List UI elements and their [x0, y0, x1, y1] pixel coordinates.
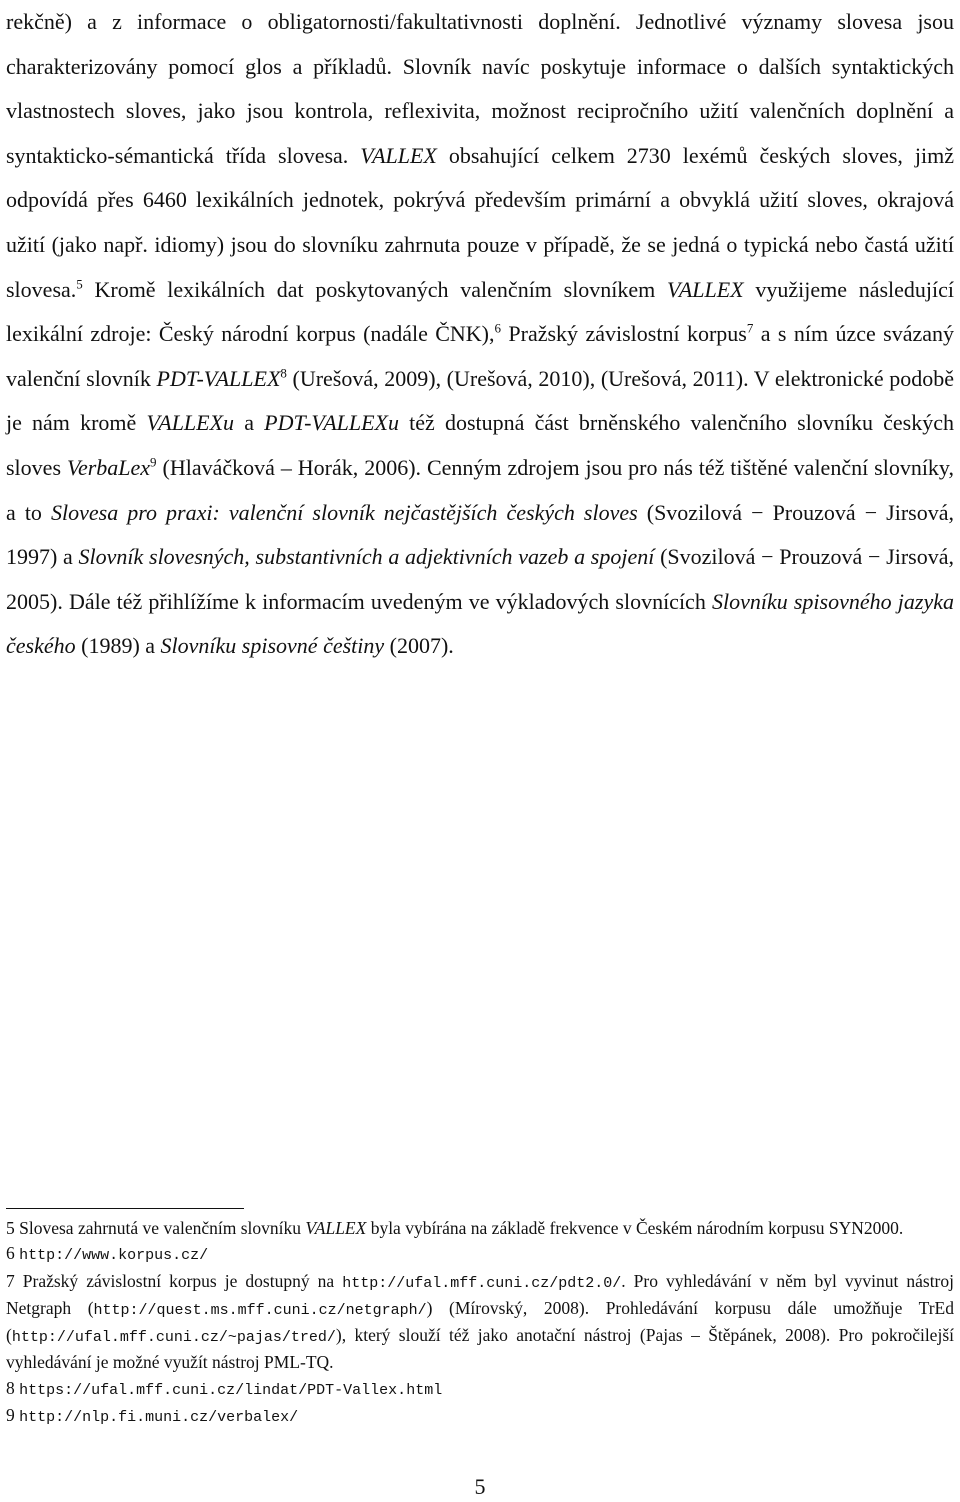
- footnote-ref[interactable]: 8: [280, 365, 287, 381]
- footnote-link[interactable]: https://ufal.mff.cuni.cz/lindat/PDT-Vallex.html: [19, 1381, 443, 1399]
- footnote-6: [6, 1241, 954, 1268]
- footnote-5: [6, 1216, 954, 1241]
- italic-run: Slovníku spisovného jazyka českého: [6, 588, 954, 659]
- italic-run: VerbaLex: [66, 454, 151, 480]
- footnote-separator: [6, 1208, 244, 1209]
- italic-run: Slovesa pro praxi: valenční slovník nejčastějších českých sloves: [50, 499, 638, 525]
- footnote-link[interactable]: http://www.korpus.cz/: [19, 1247, 209, 1265]
- text-run: Slovesa zahrnutá ve valenčním slovníku: [14, 1218, 306, 1238]
- text-run: (1989) a: [75, 633, 161, 659]
- text-run: (Urešová, 2009), (Urešová, 2010), (Urešová, 2011). V elektronické podobě je nám kromě: [6, 365, 954, 436]
- text-run: obsahující celkem 2730 lexémů českých sloves, jimž odpovídá přes 6460 lexikálních jednotek, pokrývá především primární a obvyklá užití sloves, okrajová užití (jako např. idiomy) jsou do slovníku zahrnuta pouze v případě, že se jedná o typická nebo častá užití slovesa.: [6, 142, 954, 302]
- footnote-ref[interactable]: 7: [746, 320, 754, 336]
- italic-run: VALLEX: [305, 1218, 367, 1238]
- footnote-link[interactable]: http://ufal.mff.cuni.cz/~pajas/tred/: [11, 1329, 336, 1347]
- text-run: využijeme následující lexikální zdroje: Český národní korpus (nadále ČNK),: [6, 276, 955, 347]
- footnote-9: [6, 1403, 954, 1430]
- footnote-link[interactable]: http://ufal.mff.cuni.cz/pdt2.0/: [342, 1274, 622, 1292]
- page-number: 5: [474, 1474, 486, 1499]
- text-run: Kromě lexikálních dat poskytovaných valenčním slovníkem: [82, 276, 668, 302]
- italic-run: VALLEX: [667, 276, 744, 302]
- text-run: (Hlaváčková – Horák, 2006). Cenným zdrojem jsou pro nás též tištěné valenční slovníky, a to: [6, 454, 955, 525]
- text-run: byla vybírána na základě frekvence v Českém národním korpusu SYN2000.: [366, 1218, 904, 1238]
- italic-run: VALLEX: [360, 142, 437, 168]
- footnote-7: [6, 1269, 954, 1376]
- text-run: (Svozilová − Prouzová − Jirsová, 2005). Dále též přihlížíme k informacím uvedeným ve výkladových slovnících: [6, 544, 954, 614]
- footnote-link[interactable]: http://quest.ms.mff.cuni.cz/netgraph/: [93, 1301, 427, 1319]
- footnote-ref[interactable]: 5: [76, 276, 83, 292]
- footnote-link[interactable]: http://nlp.fi.muni.cz/verbalex/: [19, 1409, 299, 1427]
- text-run: též dostupná část brněnského valenčního slovníku českých sloves: [6, 410, 954, 480]
- text-run: rekčně) a z informace o obligatornosti/fakultativnosti doplnění. Jednotlivé významy slovesa jsou charakterizovány pomocí glos a příkladů. Slovník navíc poskytuje informace o dalších syntaktických vlastnostech sloves, jako jsou kontrola, reflexivita, možnost recipročního užití valenčních doplnění a syntakticko-sémantická třída slovesa.: [6, 9, 954, 168]
- footnote-number: 9: [6, 1405, 15, 1426]
- text-run: (2007).: [384, 633, 454, 659]
- footnote-number: 7: [6, 1270, 15, 1291]
- text-run: a: [234, 410, 265, 436]
- body-paragraph: [6, 0, 954, 669]
- footnote-ref[interactable]: 9: [150, 454, 157, 470]
- italic-run: PDT-VALLEX: [156, 365, 281, 391]
- text-run: . Pro vyhledávání v něm byl vyvinut nástroj Netgraph (: [6, 1270, 955, 1318]
- text-run: ), který slouží též jako anotační nástroj (Pajas – Štěpánek, 2008). Pro pokročilejší vyhledávání je možné využít nástroj PML-TQ.: [6, 1325, 954, 1373]
- text-run: ) (Mírovský, 2008). Prohledávání korpusu dále umožňuje TrEd (: [6, 1297, 954, 1346]
- text-run: (Svozilová − Prouzová − Jirsová, 1997) a: [6, 499, 954, 570]
- text-run: Pražský závislostní korpus: [501, 321, 747, 347]
- italic-run: VALLEXu: [146, 410, 235, 436]
- italic-run: Slovníku spisovné češtiny: [160, 633, 385, 659]
- footnote-number: 6: [6, 1243, 15, 1264]
- text-run: Pražský závislostní korpus je dostupný na: [14, 1270, 343, 1291]
- footnote-8: [6, 1376, 954, 1403]
- footnote-number: 8: [6, 1377, 15, 1398]
- footnotes: [6, 1216, 954, 1430]
- text-run: a s ním úzce svázaný valenční slovník: [6, 321, 954, 391]
- italic-run: PDT-VALLEXu: [264, 410, 399, 436]
- footnote-number: 5: [6, 1218, 15, 1238]
- footnote-ref[interactable]: 6: [494, 320, 502, 336]
- main-text: [6, 0, 954, 669]
- italic-run: Slovník slovesných, substantivních a adjektivních vazeb a spojení: [78, 544, 655, 570]
